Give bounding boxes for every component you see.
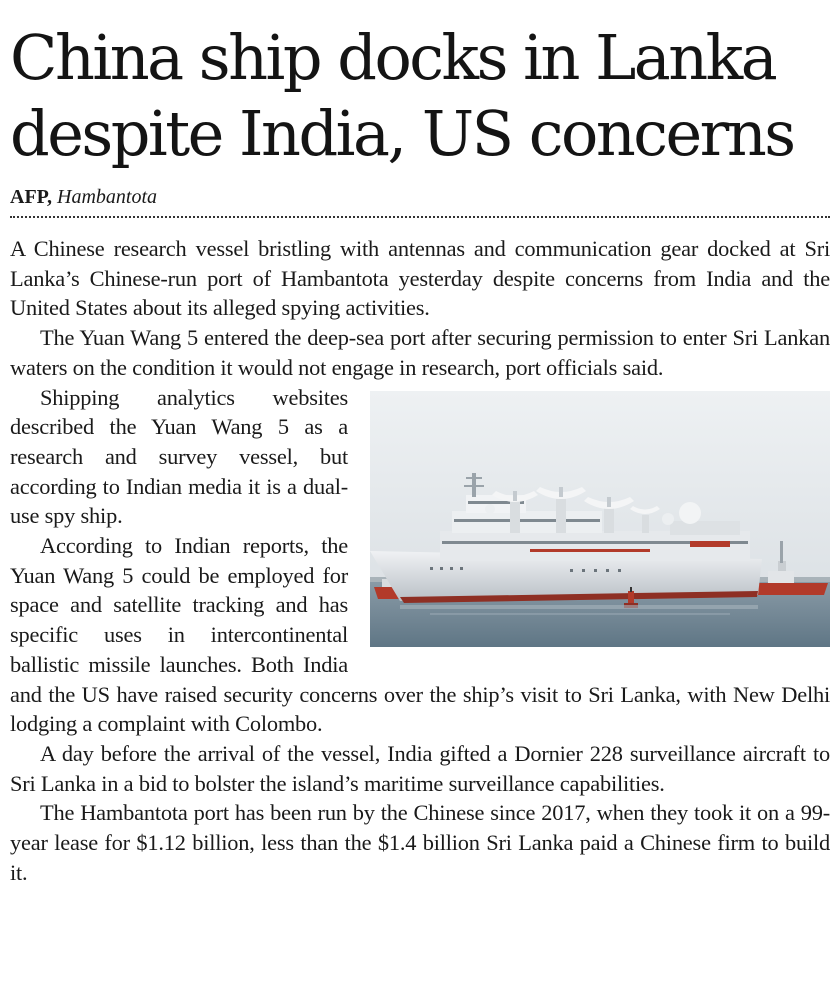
- article-body: [10, 234, 830, 887]
- byline-location: Hambantota: [57, 186, 158, 208]
- paragraph-2: The Yuan Wang 5 entered the deep-sea port after securing permission to enter Sri Lankan waters on the condition it would not engage in research, port officials said.: [10, 325, 830, 380]
- byline-agency: AFP,: [10, 186, 53, 208]
- article: [10, 0, 830, 887]
- paragraph-1: A Chinese research vessel bristling with antennas and communication gear docked at Sri Lanka’s Chinese-run port of Hambantota yesterday despite concerns from India and the United States about its alleged spying activities.: [10, 236, 830, 321]
- paragraph-3: Shipping analytics websites described the Yuan Wang 5 as a research and survey vessel, but according to Indian media it is a dual-use spy ship.: [10, 384, 348, 529]
- ship-photo: [370, 391, 830, 647]
- byline: [10, 186, 830, 208]
- paragraph-4: According to Indian reports, the Yuan Wang 5 could be employed for space and satellite tracking and has specific uses in intercontinental ballistic missile launches. Both India and the US have raised security concerns over the ship’s visit to Sri Lanka, with New Delhi lodging a complaint with Colombo.: [10, 533, 830, 737]
- paragraph-5: A day before the arrival of the vessel, India gifted a Dornier 228 surveillance aircraft to Sri Lanka in a bid to bolster the island’s maritime surveillance capabilities.: [10, 740, 830, 796]
- headline: China ship docks in Lanka despite India, US concerns: [10, 21, 794, 170]
- paragraph-6: The Hambantota port has been run by the Chinese since 2017, when they took it on a 99-year lease for $1.12 billion, less than the $1.4 billion Sri Lanka paid a Chinese firm to build it.: [10, 800, 830, 885]
- dotted-divider: [10, 216, 830, 218]
